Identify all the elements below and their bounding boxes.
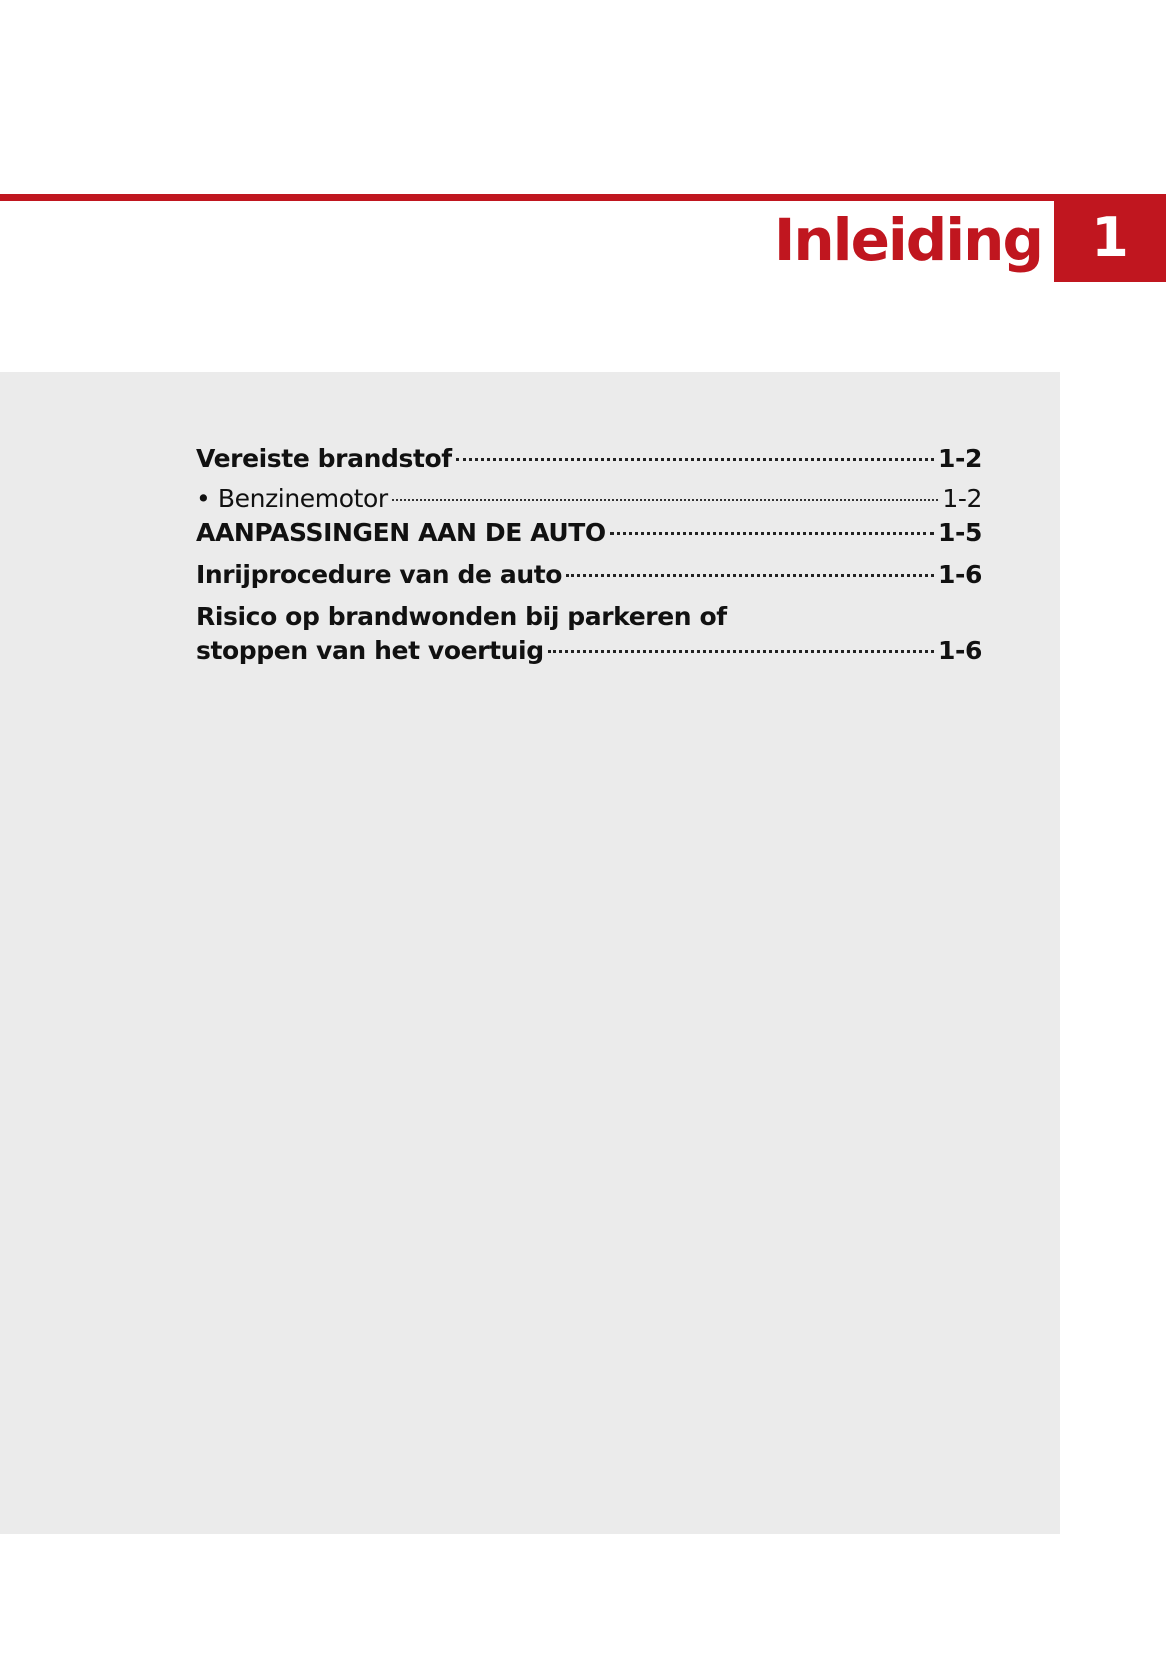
toc-entry-line2: [196, 634, 982, 668]
toc-dot-leader: [610, 532, 934, 535]
chapter-tab: [1054, 194, 1166, 282]
toc-entry-page: 1-6: [938, 636, 982, 665]
toc-entry-vereiste-brandstof[interactable]: [196, 442, 982, 476]
toc-entry-page: 1-2: [942, 484, 982, 513]
chapter-title: Inleiding: [773, 206, 1042, 274]
toc-dot-leader: [392, 499, 939, 501]
toc-entry-aanpassingen[interactable]: [196, 516, 982, 550]
toc-entry-risico-brandwonden[interactable]: [196, 600, 982, 668]
toc-entry-page: 1-6: [938, 560, 982, 589]
toc-panel: [0, 372, 1060, 1534]
toc-entry-label: Inrijprocedure van de auto: [196, 560, 563, 589]
toc-entry-label: Vereiste brandstof: [196, 444, 452, 473]
toc-entry-benzinemotor[interactable]: [196, 482, 982, 516]
toc-dot-leader: [456, 458, 934, 461]
table-of-contents: [196, 442, 982, 668]
chapter-header-rule: [0, 194, 1054, 201]
toc-entry-page: 1-5: [938, 518, 982, 547]
toc-entry-page: 1-2: [938, 444, 982, 473]
chapter-number: 1: [1091, 206, 1129, 269]
toc-entry-label-line1: Risico op brandwonden bij parkeren of: [196, 602, 727, 631]
toc-dot-leader: [566, 574, 934, 577]
toc-entry-label: AANPASSINGEN AAN DE AUTO: [196, 518, 606, 547]
toc-entry-label: • Benzinemotor: [196, 484, 388, 513]
toc-dot-leader: [548, 650, 934, 653]
toc-entry-label-line2: stoppen van het voertuig: [196, 636, 544, 665]
toc-entry-inrijprocedure[interactable]: [196, 558, 982, 592]
